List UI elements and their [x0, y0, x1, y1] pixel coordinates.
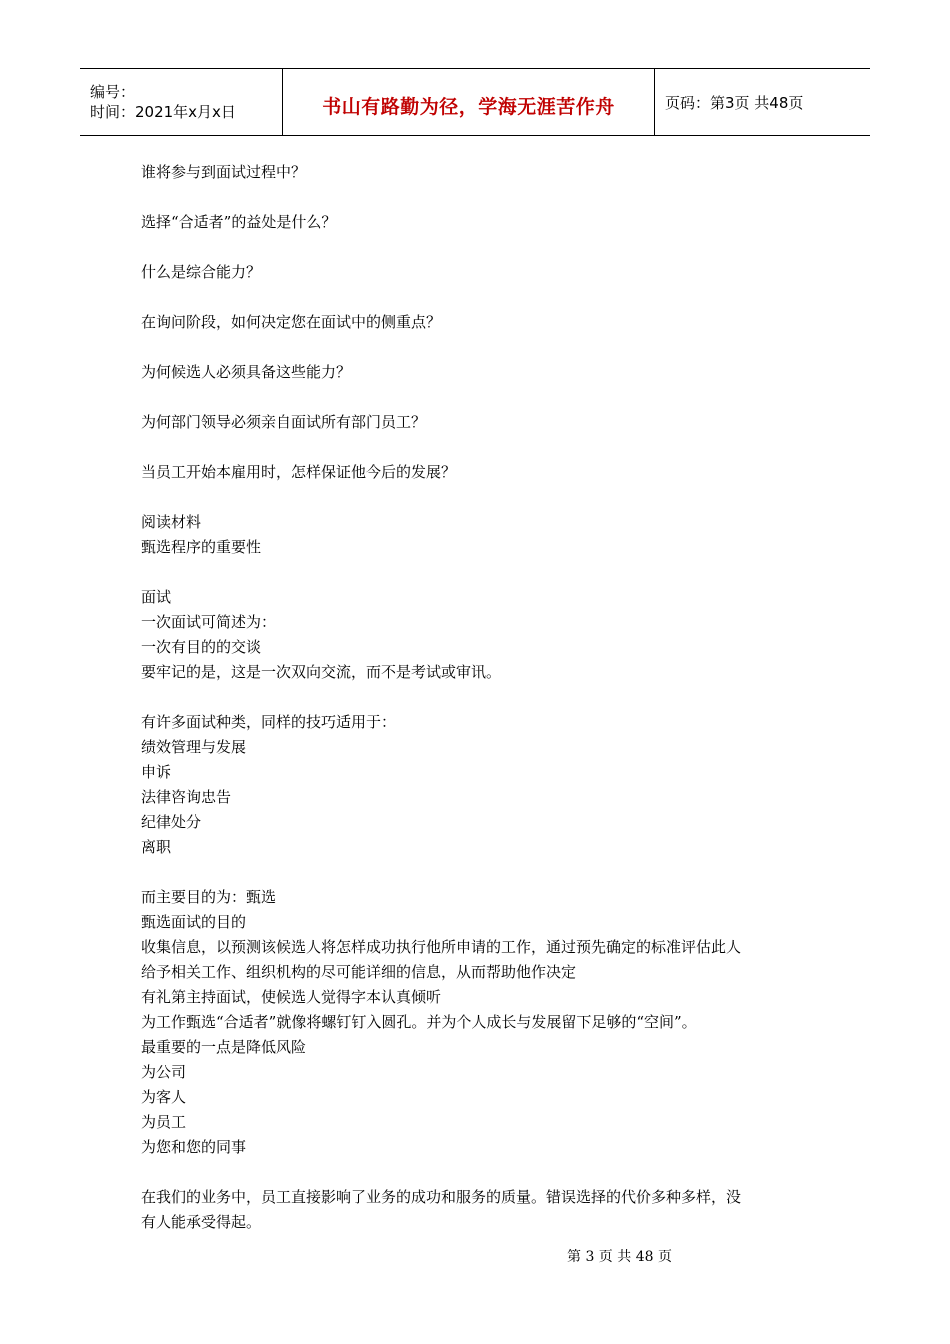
list-item: 离职 — [141, 838, 172, 856]
question-line: 当员工开始本雇用时，怎样保证他今后的发展？ — [141, 463, 457, 481]
section-title: 阅读材料 — [141, 513, 202, 531]
list-item: 为客人 — [141, 1088, 187, 1106]
document-body — [141, 160, 821, 1235]
header-motto-cell — [282, 69, 655, 135]
text-line: 最重要的一点是降低风险 — [141, 1038, 307, 1056]
text-line: 一次有目的的交谈 — [141, 638, 262, 656]
motto-text: 书山有路勤为径，学海无涯苦作舟 — [322, 95, 615, 118]
time-label: 时间：2021年x月x日 — [90, 103, 236, 121]
list-item: 纪律处分 — [141, 813, 202, 831]
header-page-info — [655, 69, 803, 135]
paragraph-line: 有人能承受得起。 — [141, 1213, 262, 1231]
question-line: 谁将参与到面试过程中？ — [141, 163, 307, 181]
section-subtitle: 甄选程序的重要性 — [141, 538, 262, 556]
question-line: 什么是综合能力？ — [141, 263, 262, 281]
text-line: 而主要目的为：甄选 — [141, 888, 277, 906]
page-info-text: 页码：第3页 共48页 — [665, 93, 804, 112]
text-line: 一次面试可简述为： — [141, 613, 277, 631]
text-line: 收集信息，以预测该候选人将怎样成功执行他所申请的工作，通过预先确定的标准评估此人 — [141, 938, 742, 956]
question-line: 选择“合适者”的益处是什么？ — [141, 213, 337, 231]
text-line: 有礼第主持面试，使候选人觉得字本认真倾听 — [141, 988, 442, 1006]
list-item: 绩效管理与发展 — [141, 738, 247, 756]
text-line: 要牢记的是，这是一次双向交流，而不是考试或审讯。 — [141, 663, 502, 681]
text-line: 有许多面试种类，同样的技巧适用于： — [141, 713, 397, 731]
paragraph-line: 在我们的业务中，员工直接影响了业务的成功和服务的质量。错误选择的代价多种多样，没 — [141, 1188, 742, 1206]
text-line: 甄选面试的目的 — [141, 913, 247, 931]
list-item: 为您和您的同事 — [141, 1138, 247, 1156]
question-line: 在询问阶段，如何决定您在面试中的侧重点？ — [141, 313, 442, 331]
section-title: 面试 — [141, 588, 172, 606]
question-line: 为何候选人必须具备这些能力？ — [141, 363, 352, 381]
question-line: 为何部门领导必须亲自面试所有部门员工？ — [141, 413, 427, 431]
text-line: 为工作甄选“合适者”就像将螺钉钉入圆孔。并为个人成长与发展留下足够的“空间”。 — [141, 1013, 697, 1031]
list-item: 法律咨询忠告 — [141, 788, 232, 806]
page-footer: 第 3 页 共 48 页 — [567, 1249, 672, 1265]
list-item: 为公司 — [141, 1063, 187, 1081]
document-header — [80, 68, 870, 136]
list-item: 申诉 — [141, 763, 172, 781]
text-line: 给予相关工作、组织机构的尽可能详细的信息，从而帮助他作决定 — [141, 963, 577, 981]
header-meta — [80, 69, 282, 135]
list-item: 为员工 — [141, 1113, 187, 1131]
number-label: 编号： — [90, 83, 136, 101]
